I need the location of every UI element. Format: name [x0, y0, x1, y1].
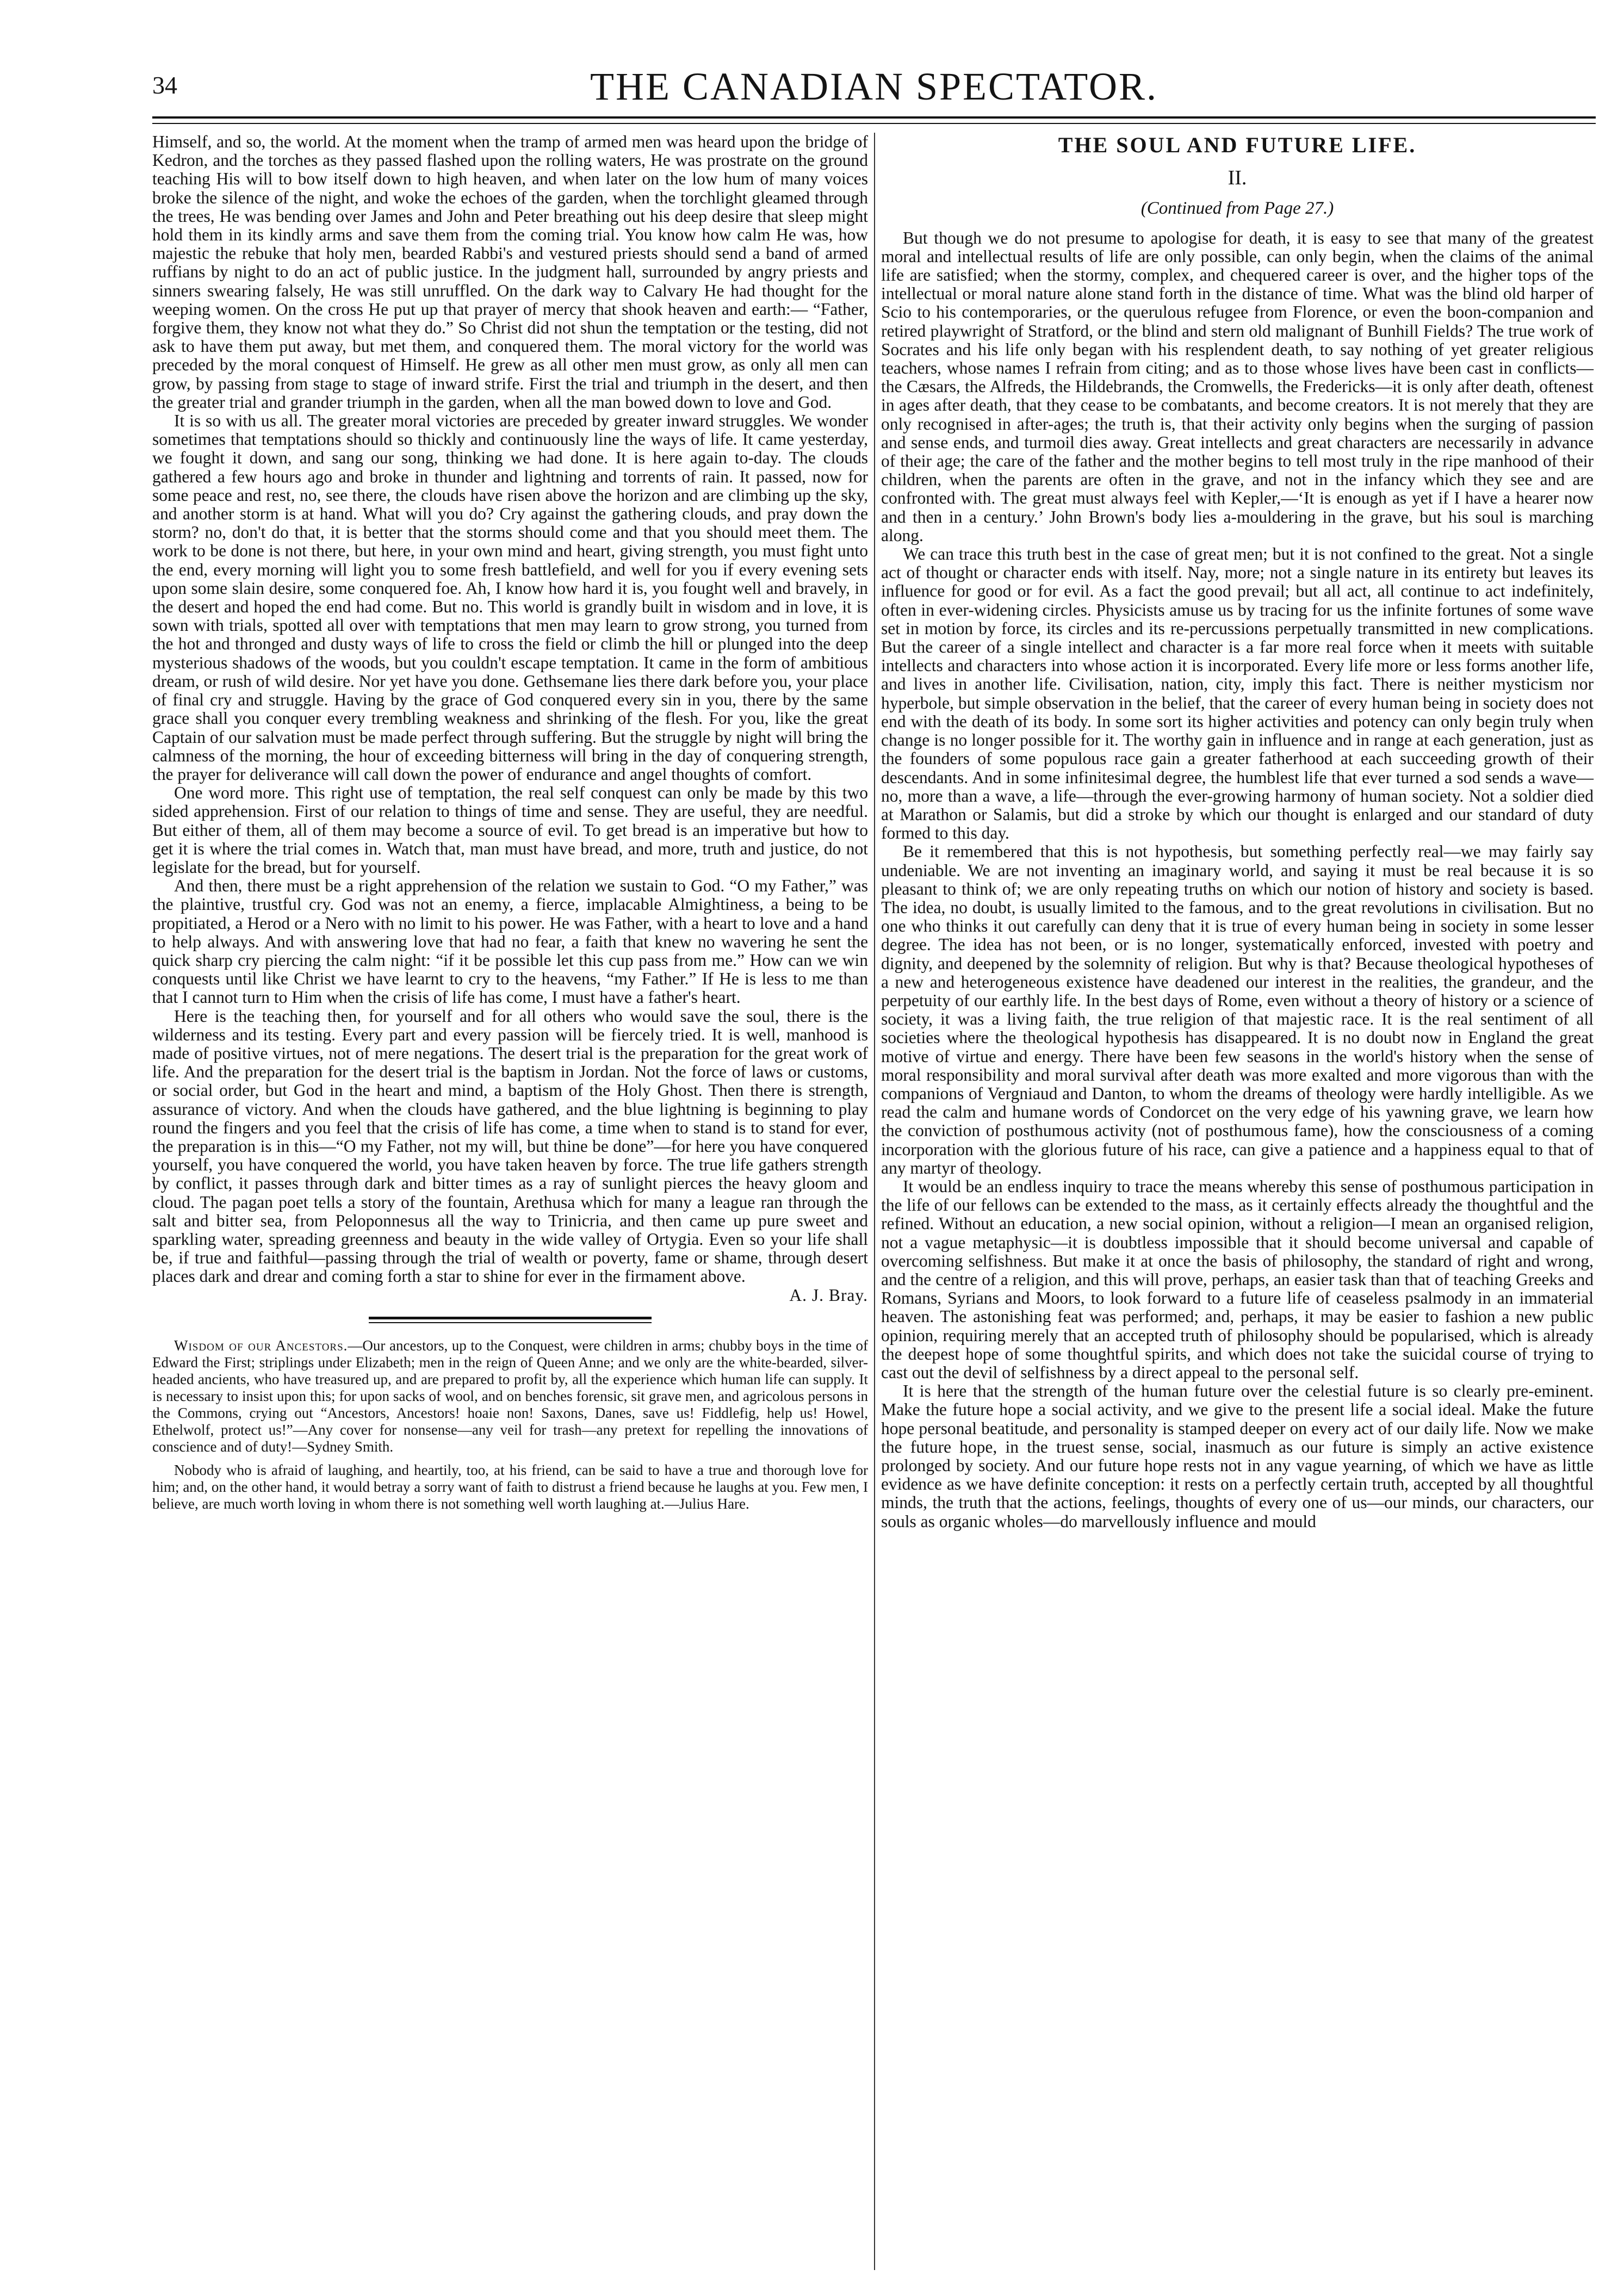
- section-divider: [369, 1317, 652, 1323]
- right-paragraph: It is here that the strength of the human future over the celestial future is so clearly pre-eminent. Make the future hope a social activity, and we give to the present life a social ideal. Make the future hope personal beatitude, and personality is stamped deeper on every act of our daily life. Now we make the future hope, in the truest sense, social, inasmuch as our future is simply an active existence prolonged by society. And our future hope rests not in any vague yearning, of which we have as little evidence as we have definite conception: it rests on a perfectly certain truth, accepted by all thoughtful minds, the truth that the actions, feelings, thoughts of every one of us—our minds, our characters, our souls as organic wholes—do marvellously influence and mould: [881, 1381, 1594, 1531]
- author-signature: A. J. Bray.: [789, 1285, 868, 1305]
- left-paragraph: Here is the teaching then, for yourself and for all others who would save the soul, there is the wilderness and its testing. Every part and every passion will be fiercely tried. It is well, manhood is made of positive virtues, not of mere negations. The desert trial is the preparation for the great work of life. And the preparation for the desert trial is the baptism in Jordan. Not the force of laws or customs, or social order, but God in the heart and mind, a baptism of the Holy Ghost. Then there is strength, assurance of victory. And when the clouds have gathered, and the blue lightning is beginning to play round the fingers and you feel that the crisis of life has come, a time when to stand is to stand for ever, the preparation is in this—“O my Father, not my will, but thine be done”—for here you have conquered yourself, you have conquered the world, you have taken heaven by force. The true life gathers strength by conflict, it passes through dark and bitter times as a ray of sunlight pierces the heavy gloom and cloud. The pagan poet tells a story of the fountain, Arethusa which for many a league ran through the salt and bitter sea, from Peloponnesus all the way to Trinicria, and then came up pure sweet and sparkling water, spreading greenness and beauty in the wide valley of Ortygia. Even so your life shall be, if true and faithful—passing through the trial of wealth or poverty, fame or shame, through desert places dark and drear and coming forth a star to shine for ever in the firmament above.: [152, 1006, 868, 1286]
- right-column: [881, 133, 1594, 1531]
- divider-thick-rule: [369, 1317, 652, 1319]
- continued-note: (Continued from Page 27.): [1140, 199, 1334, 219]
- column-divider: [874, 133, 875, 2270]
- header-rule-thin: [152, 123, 1596, 124]
- article-title: THE SOUL AND FUTURE LIFE.: [1058, 133, 1417, 157]
- wisdom-note-text: —Our ancestors, up to the Conquest, were children in arms; chubby boys in the time of Edward the First; striplings under Elizabeth; men in the reign of Queen Anne; and we only are the white-bearded, silver-headed ancients, who have treasured up, and are prepared to profit by, all the experience which human life can supply. It is necessary to insist upon this; for upon sacks of wool, and on benches forensic, sit grave men, and agricolous persons in the Commons, crying out “Ancestors, Ancestors! hoaie non! Saxons, Danes, save us! Fiddlefig, help us! Howel, Ethelwolf, protect us!”—Any cover for nonsense—any veil for trash—any pretext for repelling the innovations of conscience and of duty!—Sydney Smith.: [152, 1337, 868, 1455]
- right-paragraph: We can trace this truth best in the case of great men; but it is not confined to the great. Not a single act of thought or character ends with itself. Nay, more; not a single nature in its entirety but leaves its influence for good or for evil. As a fact the good prevail; but all act, all continue to act indefinitely, often in ever-widening circles. Physicists amuse us by tracing for us the infinite fortunes of some wave set in motion by force, its circles and its re-percussions perpetually transmitted in new complications. But the career of a single intellect and character is a far more real force when it meets with suitable intellects and characters into whose action it is incorporated. Every life more or less forms another life, and lives in another life. Civilisation, nation, city, imply this fact. There is neither mysticism nor hyperbole, but simple observation in the belief, that the career of every human being in society does not end with the death of its body. In some sort its higher activities and potency can only begin truly when change is no longer possible for it. The worthy gain in influence and in range at each generation, just as the founders of some populous race gain a greater fatherhood at each succeeding growth of their descendants. And in some infinitesimal degree, the humblest life that ever turned a sod sends a wave—no, more than a wave, a life—through the ever-growing harmony of human society. Not a soldier died at Marathon or Salamis, but did a stroke by which our thought is enlarged and our standard of duty formed to this day.: [881, 544, 1594, 843]
- wisdom-note-heading: Wisdom of our Ancestors.: [174, 1337, 348, 1354]
- signature-line: [152, 1286, 868, 1305]
- left-paragraph: One word more. This right use of temptation, the real self conquest can only be made by this two sided apprehension. First of our relation to things of time and sense. They are useful, they are needful. But either of them, all of them may become a source of evil. To get bread is an imperative but how to get it is where the trial comes in. Watch that, man must have bread, and more, truth and justice, do not legislate for the bread, but for yourself.: [152, 783, 868, 877]
- left-paragraph: Himself, and so, the world. At the moment when the tramp of armed men was heard upon the bridge of Kedron, and the torches as they passed flashed upon the rolling waters, He was prostrate on the ground teaching His will to bow itself down to high heaven, and when later on the low hum of many voices broke the silence of the night, and woke the echoes of the garden, when the torchlight gleamed through the trees, He was bending over James and John and Peter breathing out his deep desire that sleep might hold them in its kindly arms and save them from the coming trial. You know how calm He was, how majestic the rebuke that holy men, bearded Rabbi's and vestured priests should send a band of armed ruffians by night to do an act of public justice. In the judgment hall, surrounded by angry priests and sinners swearing falsely, He was still unruffled. On the dark way to Calvary He had thought for the weeping women. On the cross He put up that prayer of mercy that shook heaven and earth:— “Father, forgive them, they know not what they do.” So Christ did not shun the temptation or the testing, did not ask to have them put away, but met them, and conquered them. The moral victory for the world was preceded by the moral conquest of Himself. He grew as all other men must grow, as only all men can grow, by passing from stage to stage of inward strife. First the trial and triumph in the desert, and then the greater trial and grander triumph in the garden, when all the man bowed down to love and God.: [152, 132, 868, 412]
- page-number: 34: [152, 71, 177, 99]
- article-part: II.: [1228, 166, 1247, 190]
- header-rule-thick: [152, 116, 1596, 119]
- left-column: [152, 133, 868, 1512]
- right-paragraph: Be it remembered that this is not hypothesis, but something perfectly real—we may fairly say undeniable. We are not inventing an imaginary world, and saying it must be real because it is so pleasant to think of; we are only repeating truths on which our notion of history and society is based. The idea, no doubt, is usually limited to the famous, and to the great revolutions in civilisation. But no one who thinks it out carefully can deny that it is true of every human being in society in some lesser degree. The idea has not been, or is no longer, systematically enforced, invested with poetry and dignity, and deepened by the solemnity of religion. But why is that? Because theological hypotheses of a new and heterogeneous existence have deadened our interest in the realities, the grandeur, and the perpetuity of our earthly life. In the best days of Rome, even without a theory of history or a science of society, it was a living faith, the true religion of that majestic race. It is the real sentiment of all societies where the theological hypothesis has disappeared. It is no doubt now in England the great motive of virtue and energy. There have been few seasons in the world's history when the sense of moral responsibility and moral survival after death was more exalted and more vigorous than with the companions of Vergniaud and Danton, to whom the dreams of theology were hardly intelligible. As we read the calm and humane words of Condorcet on the very edge of his yawning grave, we learn how the conviction of posthumous activity (not of posthumous fame), how the consciousness of a coming incorporation with the glorious future of his race, can give a patience and a happiness equal to that of any martyr of theology.: [881, 842, 1594, 1177]
- laughing-quote: Nobody who is afraid of laughing, and heartily, too, at his friend, can be said to have a true and thorough love for him; and, on the other hand, it would betray a sorry want of faith to distrust a friend because he laughs at you. Few men, I believe, are much worth loving in whom there is not something well worth laughing at.—Julius Hare.: [152, 1461, 868, 1512]
- right-paragraph: But though we do not presume to apologise for death, it is easy to see that many of the greatest moral and intellectual results of life are only possible, can only begin, when the claims of the animal life are satisfied; when the stormy, complex, and chequered career is over, and the higher tops of the intellectual or moral nature alone stand forth in the distance of time. What was the blind old harper of Scio to his contemporaries, or the querulous refugee from Florence, or even the boon-companion and retired playwright of Stratford, or the blind and stern old malignant of Bunhill Fields? The true work of Socrates and his life only began with his resplendent death, to say nothing of yet greater religious teachers, whose names I refrain from citing; and as to those whose lives have been cast in conflicts—the Cæsars, the Alfreds, the Hildebrands, the Cromwells, the Fredericks—it is only after death, oftenest in ages after death, that they cease to be combatants, and become creators. It is not merely that they are only recognised in after-ages; the truth is, that their activity only begins when the surging of passion and sense ends, and turmoil dies away. Great intellects and great characters are necessarily in advance of their age; the care of the father and the mother begins to tell most truly in the ripe manhood of their children, when the parents are often in the grave, and not in the infancy which they see and are confronted with. The great must always feel with Kepler,—‘It is enough as yet if I have a hearer now and then in a century.’ John Brown's body lies a-mouldering in the grave, but his soul is marching along.: [881, 228, 1594, 545]
- page-header: [152, 64, 1596, 119]
- right-paragraph: It would be an endless inquiry to trace the means whereby this sense of posthumous participation in the life of our fellows can be extended to the mass, as it certainly effects already the thoughtful and the refined. Without an education, a new social opinion, without a religion—I mean an organised religion, not a vague metaphysic—it is doubtless impossible that it should become universal and capable of overcoming selfishness. But make it at once the basis of philosophy, the standard of right and wrong, and the centre of a religion, and this will prove, perhaps, an easier task than that of teaching Greeks and Romans, Syrians and Moors, to look forward to a future life of ceaseless psalmody in an immaterial heaven. The astonishing feat was performed; and, perhaps, it may be easier to fashion a new public opinion, requiring merely that an accepted truth of philosophy should be popularised, which is already the deepest hope of some thoughtful spirits, and which does not take the suicidal course of trying to cast out the devil of selfishness by a direct appeal to the personal self.: [881, 1176, 1594, 1382]
- miscellany-section: [152, 1337, 868, 1512]
- left-paragraph: And then, there must be a right apprehension of the relation we sustain to God. “O my Father,” was the plaintive, trustful cry. God was not an enemy, a fierce, implacable Almightiness, a being to be propitiated, a Herod or a Nero with no limit to his power. He was Father, with a heart to love and a hand to help always. And with answering love that had no fear, a faith that knew no wavering he sent the quick sharp cry piercing the calm night: “if it be possible let this cup pass from me.” How can we win conquests until like Christ we have learnt to cry to the heavens, “my Father.” If He is less to me than that I cannot turn to Him when the crisis of life has come, I must have a father's heart.: [152, 876, 868, 1007]
- wisdom-note: [152, 1337, 868, 1455]
- divider-thin-rule: [369, 1322, 652, 1323]
- masthead-title: THE CANADIAN SPECTATOR.: [590, 65, 1158, 108]
- left-paragraph: It is so with us all. The greater moral victories are preceded by greater inward struggles. We wonder sometimes that temptations should so thickly and continuously line the ways of life. It came yesterday, we fought it down, and sang our song, thinking we had done. It is here again to-day. The clouds gathered a few hours ago and broke in thunder and lightning and torrents of rain. It passed, now for some peace and rest, no, see there, the clouds have risen above the horizon and are climbing up the sky, and another storm is at hand. What will you do? Cry against the gathering clouds, and pray down the storm? no, don't do that, it is better that the storms should come and that you should meet them. The work to be done is not there, but here, in your own mind and heart, giving strength, you must fight unto the end, every morning will light you to some fresh battlefield, and well for you if every evening sets upon some slain desire, some conquered foe. Ah, I know how hard it is, you fought well and bravely, in the desert and hoped the end had come. But no. This world is grandly built in wisdom and in love, it is sown with trials, spotted all over with temptations that men may learn to grow strong, you turned from the hot and thronged and dusty ways of life to cross the field or climb the hill or plunged into the deep mysterious shadows of the woods, but you couldn't escape temptation. It came in the form of ambitious dream, or rush of wild desire. Nor yet have you done. Gethsemane lies there dark before you, your place of final cry and struggle. Having by the grace of God conquered every sin in you, there by the same grace shall you conquer every trembling weakness and shrinking of the flesh. For you, like the great Captain of our salvation must be made perfect through suffering. But the struggle by night will bring the calmness of the morning, the hour of exceeding bitterness will bring in the day of conquering strength, the prayer for deliverance will call down the power of endurance and angel thoughts of comfort.: [152, 411, 868, 784]
